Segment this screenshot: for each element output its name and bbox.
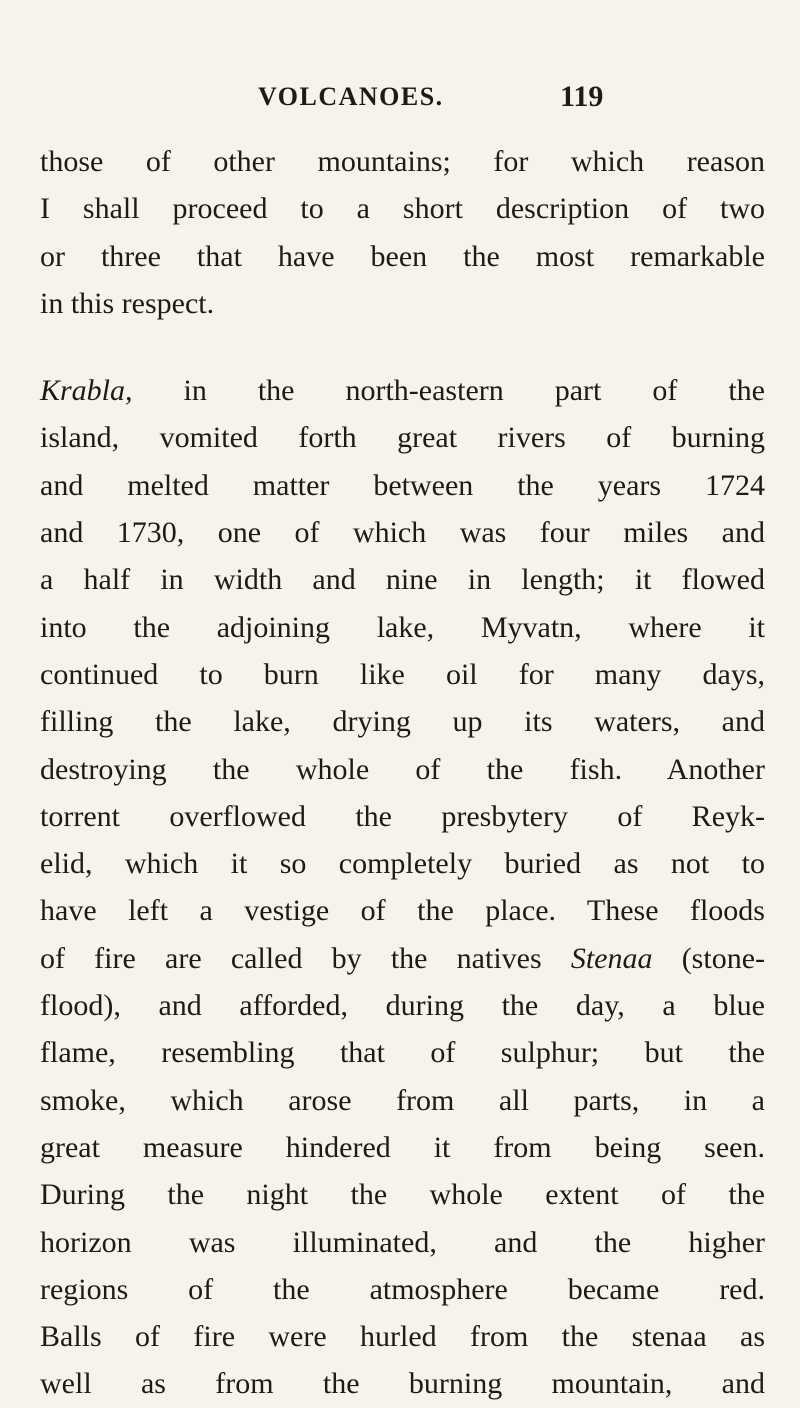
text-line: destroying the whole of the fish. Another bbox=[40, 752, 765, 786]
text-line-start: of fire are called by the natives bbox=[40, 941, 571, 975]
krabla-name: Krabla, bbox=[40, 374, 133, 408]
text-line: filling the lake, drying up its waters, and bbox=[40, 705, 765, 739]
text-line bbox=[40, 935, 765, 982]
text-line: those of other mountains; for which reason bbox=[40, 145, 765, 178]
text-line: or three that have been the most remarkable bbox=[40, 239, 765, 273]
text-line: continued to burn like oil for many days, bbox=[40, 657, 765, 691]
text-line: have left a vestige of the place. These floods bbox=[40, 894, 765, 928]
running-head-title: VOLCANOES. bbox=[258, 82, 444, 111]
text-line: horizon was illuminated, and the higher bbox=[40, 1225, 765, 1259]
text-line: a half in width and nine in length; it flowed bbox=[40, 563, 765, 597]
text-line: elid, which it so completely buried as not to bbox=[40, 847, 765, 881]
text-line: in this respect. bbox=[40, 286, 215, 320]
text-line: regions of the atmosphere became red. bbox=[40, 1272, 765, 1306]
text-line: Balls of fire were hurled from the stenaa as bbox=[40, 1320, 765, 1354]
text-line: flame, resembling that of sulphur; but the bbox=[40, 1036, 765, 1070]
text-line-end: (stone- bbox=[652, 941, 765, 975]
text-line-rest: in the north-eastern part of the bbox=[132, 374, 765, 408]
text-line: into the adjoining lake, Myvatn, where it bbox=[40, 610, 765, 644]
text-line: smoke, which arose from all parts, in a bbox=[40, 1083, 765, 1117]
text-line: and 1730, one of which was four miles and bbox=[40, 516, 765, 550]
text-line: great measure hindered it from being seen. bbox=[40, 1130, 765, 1164]
text-line: torrent overflowed the presbytery of Reyk- bbox=[40, 799, 765, 833]
text-line: island, vomited forth great rivers of burning bbox=[40, 421, 765, 455]
text-line: well as from the burning mountain, and bbox=[40, 1367, 765, 1401]
body-text bbox=[40, 138, 765, 1408]
text-line: and melted matter between the years 1724 bbox=[40, 468, 765, 502]
paragraph-gap bbox=[40, 327, 765, 367]
page-number: 119 bbox=[560, 80, 604, 113]
text-line: During the night the whole extent of the bbox=[40, 1178, 765, 1212]
text-line: I shall proceed to a short description of two bbox=[40, 192, 765, 226]
stenaa-term: Stenaa bbox=[570, 941, 653, 975]
running-head bbox=[0, 82, 800, 122]
text-line: flood), and afforded, during the day, a blue bbox=[40, 989, 765, 1023]
text-line bbox=[40, 367, 765, 414]
